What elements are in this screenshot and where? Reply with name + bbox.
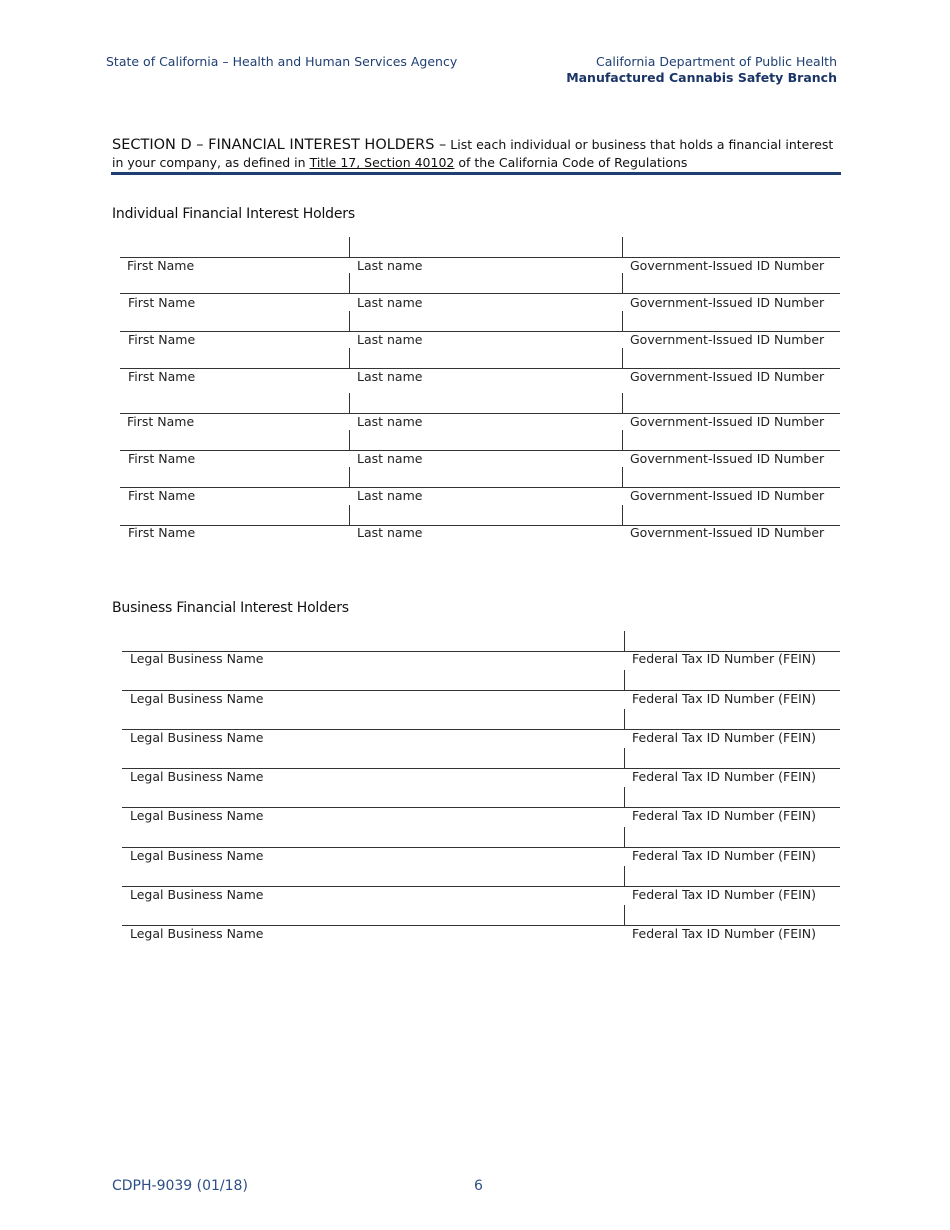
column-divider: [624, 787, 625, 807]
fein-label: Federal Tax ID Number (FEIN): [632, 887, 817, 902]
gov-id-label: Government-Issued ID Number: [630, 369, 825, 384]
business-name-label: Legal Business Name: [130, 769, 264, 784]
column-divider: [349, 311, 350, 331]
table-row: [120, 311, 840, 332]
column-divider: [622, 273, 623, 293]
column-divider: [622, 237, 623, 257]
business-heading: Business Financial Interest Holders: [112, 600, 349, 616]
business-name-label: Legal Business Name: [130, 848, 264, 863]
table-row: [122, 827, 840, 848]
last-name-label: Last name: [357, 488, 423, 503]
fein-label: Federal Tax ID Number (FEIN): [632, 848, 817, 863]
column-divider: [349, 237, 350, 257]
business-name-label: Legal Business Name: [130, 651, 264, 666]
column-divider: [349, 393, 350, 413]
column-divider: [624, 748, 625, 768]
fein-label: Federal Tax ID Number (FEIN): [632, 808, 817, 823]
column-divider: [622, 430, 623, 450]
gov-id-label: Government-Issued ID Number: [630, 488, 825, 503]
column-divider: [349, 467, 350, 487]
section-title: [112, 136, 840, 171]
gov-id-label: Government-Issued ID Number: [630, 332, 825, 347]
gov-id-label: Government-Issued ID Number: [630, 295, 825, 310]
header-branch-name: Manufactured Cannabis Safety Branch: [566, 70, 837, 85]
business-name-label: Legal Business Name: [130, 926, 264, 941]
last-name-label: Last name: [357, 451, 423, 466]
table-row: [120, 467, 840, 488]
header-agency: State of California – Health and Human Services Agency: [106, 54, 458, 69]
section-description: List each individual or business that holds a financial interest in your company, as defined in: [112, 137, 834, 170]
column-divider: [349, 505, 350, 525]
first-name-label: First Name: [128, 451, 196, 466]
last-name-label: Last name: [357, 414, 423, 429]
last-name-label: Last name: [357, 525, 423, 540]
first-name-label: First Name: [128, 488, 196, 503]
header-department: [566, 54, 837, 86]
fein-label: Federal Tax ID Number (FEIN): [632, 651, 817, 666]
page-number: 6: [474, 1178, 483, 1194]
last-name-label: Last name: [357, 369, 423, 384]
column-divider: [624, 631, 625, 651]
table-row: [120, 237, 840, 258]
first-name-label: First Name: [128, 332, 196, 347]
table-row: [120, 348, 840, 369]
fein-label: Federal Tax ID Number (FEIN): [632, 926, 817, 941]
table-row: [122, 631, 840, 652]
first-name-label: First Name: [128, 369, 196, 384]
column-divider: [624, 905, 625, 925]
table-row: [122, 709, 840, 730]
fein-label: Federal Tax ID Number (FEIN): [632, 691, 817, 706]
column-divider: [622, 311, 623, 331]
column-divider: [624, 866, 625, 886]
column-divider: [622, 467, 623, 487]
first-name-label: First Name: [127, 414, 195, 429]
table-row: [120, 393, 840, 414]
last-name-label: Last name: [357, 258, 423, 273]
header-department-name: California Department of Public Health: [596, 54, 837, 69]
column-divider: [624, 670, 625, 690]
regulation-link[interactable]: Title 17, Section 40102: [309, 155, 455, 170]
column-divider: [624, 709, 625, 729]
section-divider: [111, 172, 841, 175]
fein-label: Federal Tax ID Number (FEIN): [632, 730, 817, 745]
table-row: [122, 670, 840, 691]
column-divider: [624, 827, 625, 847]
column-divider: [622, 348, 623, 368]
column-divider: [349, 273, 350, 293]
individual-heading: Individual Financial Interest Holders: [112, 206, 355, 222]
gov-id-label: Government-Issued ID Number: [630, 525, 825, 540]
table-row: [120, 505, 840, 526]
form-code: CDPH-9039 (01/18): [112, 1178, 248, 1194]
column-divider: [622, 393, 623, 413]
business-name-label: Legal Business Name: [130, 691, 264, 706]
business-name-label: Legal Business Name: [130, 808, 264, 823]
table-row: [122, 748, 840, 769]
column-divider: [349, 430, 350, 450]
table-row: [122, 787, 840, 808]
fein-label: Federal Tax ID Number (FEIN): [632, 769, 817, 784]
first-name-label: First Name: [128, 525, 196, 540]
column-divider: [349, 348, 350, 368]
last-name-label: Last name: [357, 332, 423, 347]
first-name-label: First Name: [128, 295, 196, 310]
business-name-label: Legal Business Name: [130, 730, 264, 745]
gov-id-label: Government-Issued ID Number: [630, 414, 825, 429]
column-divider: [622, 505, 623, 525]
first-name-label: First Name: [127, 258, 195, 273]
table-row: [120, 430, 840, 451]
business-name-label: Legal Business Name: [130, 887, 264, 902]
section-heading: SECTION D – FINANCIAL INTEREST HOLDERS –: [112, 137, 447, 153]
last-name-label: Last name: [357, 295, 423, 310]
table-row: [120, 273, 840, 294]
table-row: [122, 905, 840, 926]
gov-id-label: Government-Issued ID Number: [630, 258, 825, 273]
section-description-end: of the California Code of Regulations: [458, 155, 688, 170]
gov-id-label: Government-Issued ID Number: [630, 451, 825, 466]
table-row: [122, 866, 840, 887]
